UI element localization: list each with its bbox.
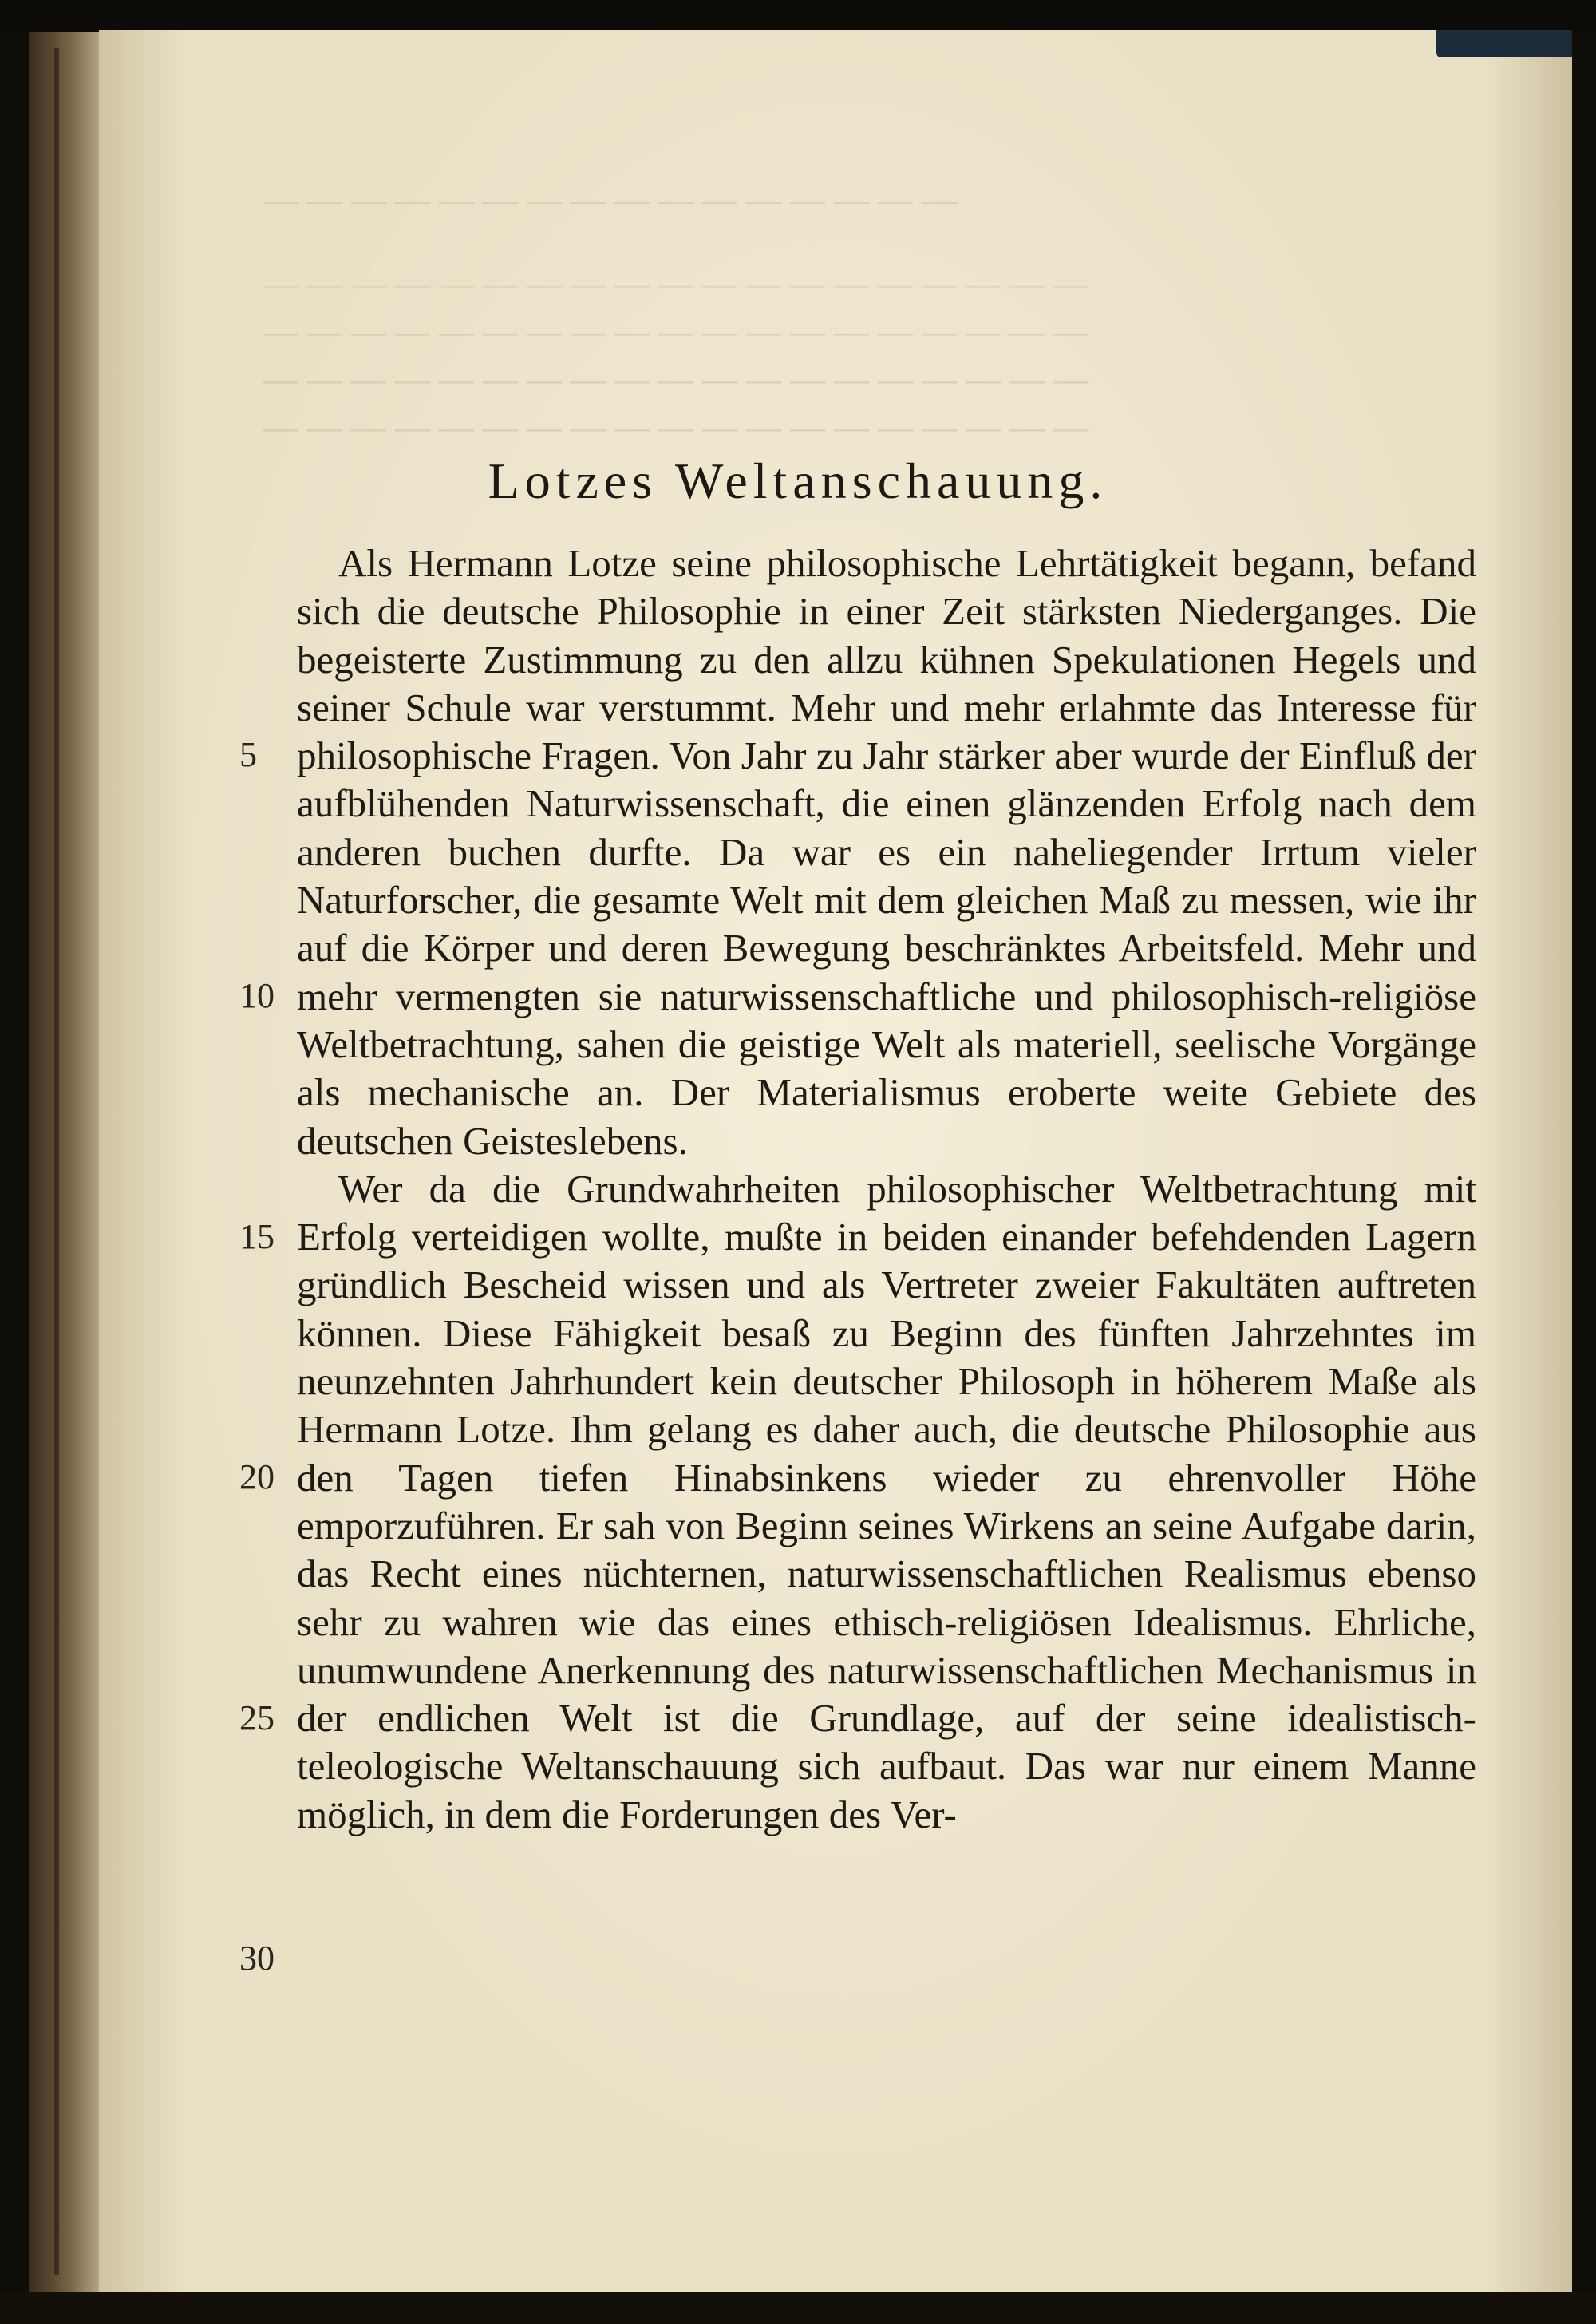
chapter-title: Lotzes Weltanschauung. — [488, 453, 1108, 509]
line-number: 30 — [239, 1939, 275, 1978]
paragraph-2: Wer da die Grundwahrheiten philosophischer Weltbetrachtung mit Erfolg verteidigen wollte, mußte in beiden einander befehdenden Lagern gründlich Bescheid wissen und als Vertreter zweier Fakultäten auftreten können. Diese Fähigkeit besaß zu Beginn des fünften Jahrzehntes im neunzehnten Jahrhundert kein deutscher Philosoph in höherem Maße als Hermann Lotze. Ihm gelang es daher auch, die deutsche Philosophie aus den Tagen tiefen Hinabsinkens wieder zu ehrenvoller Höhe emporzuführen. Er sah von Beginn seines Wirkens an seine Aufgabe darin, das Recht eines nüchternen, naturwissenschaftlichen Realismus ebenso sehr zu wahren wie das eines ethisch-religiösen Idealismus. Ehrliche, unumwundene Anerkennung des naturwissenschaftlichen Mechanismus in der endlichen Welt ist die Grundlage, auf der seine idealistisch-teleologische Weltanschauung sich aufbaut. Das war nur einem Manne möglich, in dem die Forderungen des Ver- — [297, 1166, 1476, 1836]
body-text — [297, 540, 1476, 1839]
bleed-through-shadow: — — — — — — — — — — — — — — — — — — — — [263, 264, 1088, 303]
book-spine — [29, 32, 102, 2292]
line-number: 5 — [239, 735, 257, 774]
scan-bottom-border — [0, 2292, 1596, 2324]
spine-binding-line — [54, 48, 59, 2275]
scan-top-border — [0, 0, 1596, 32]
line-number: 10 — [239, 976, 275, 1015]
paragraph-1: Als Hermann Lotze seine philosophische Lehrtätigkeit begann, befand sich die deutsche Philosophie in einer Zeit stärksten Niederganges. Die begeisterte Zustimmung zu den allzu kühnen Spekulationen Hegels und seiner Schule war verstummt. Mehr und mehr erlahmte das Interesse für philosophische Fragen. Von Jahr zu Jahr stärker aber wurde der Einfluß der aufblühenden Naturwissenschaft, die einen glänzenden Erfolg nach dem anderen buchen durfte. Da war es ein naheliegender Irrtum vieler Naturforscher, die gesamte Welt mit dem gleichen Maß zu messen, wie ihr auf die Körper und deren Bewegung beschränktes Arbeitsfeld. Mehr und mehr vermengten sie naturwissenschaftliche und philosophisch-religiöse Weltbetrachtung, sahen die geistige Welt als materiell, seelische Vorgänge als mechanische an. Der Materialismus eroberte weite Gebiete des deutschen Geisteslebens. — [297, 541, 1476, 1163]
bleed-through-shadow: — — — — — — — — — — — — — — — — — [263, 180, 957, 219]
line-number: 25 — [239, 1698, 275, 1737]
line-number: 20 — [239, 1457, 275, 1496]
bleed-through-shadow: — — — — — — — — — — — — — — — — — — — — [263, 408, 1088, 447]
corner-tab-mark — [1436, 30, 1572, 57]
bleed-through-shadow: — — — — — — — — — — — — — — — — — — — — [263, 360, 1088, 399]
bleed-through-shadow: — — — — — — — — — — — — — — — — — — — — [263, 312, 1088, 351]
line-number: 15 — [239, 1217, 275, 1256]
